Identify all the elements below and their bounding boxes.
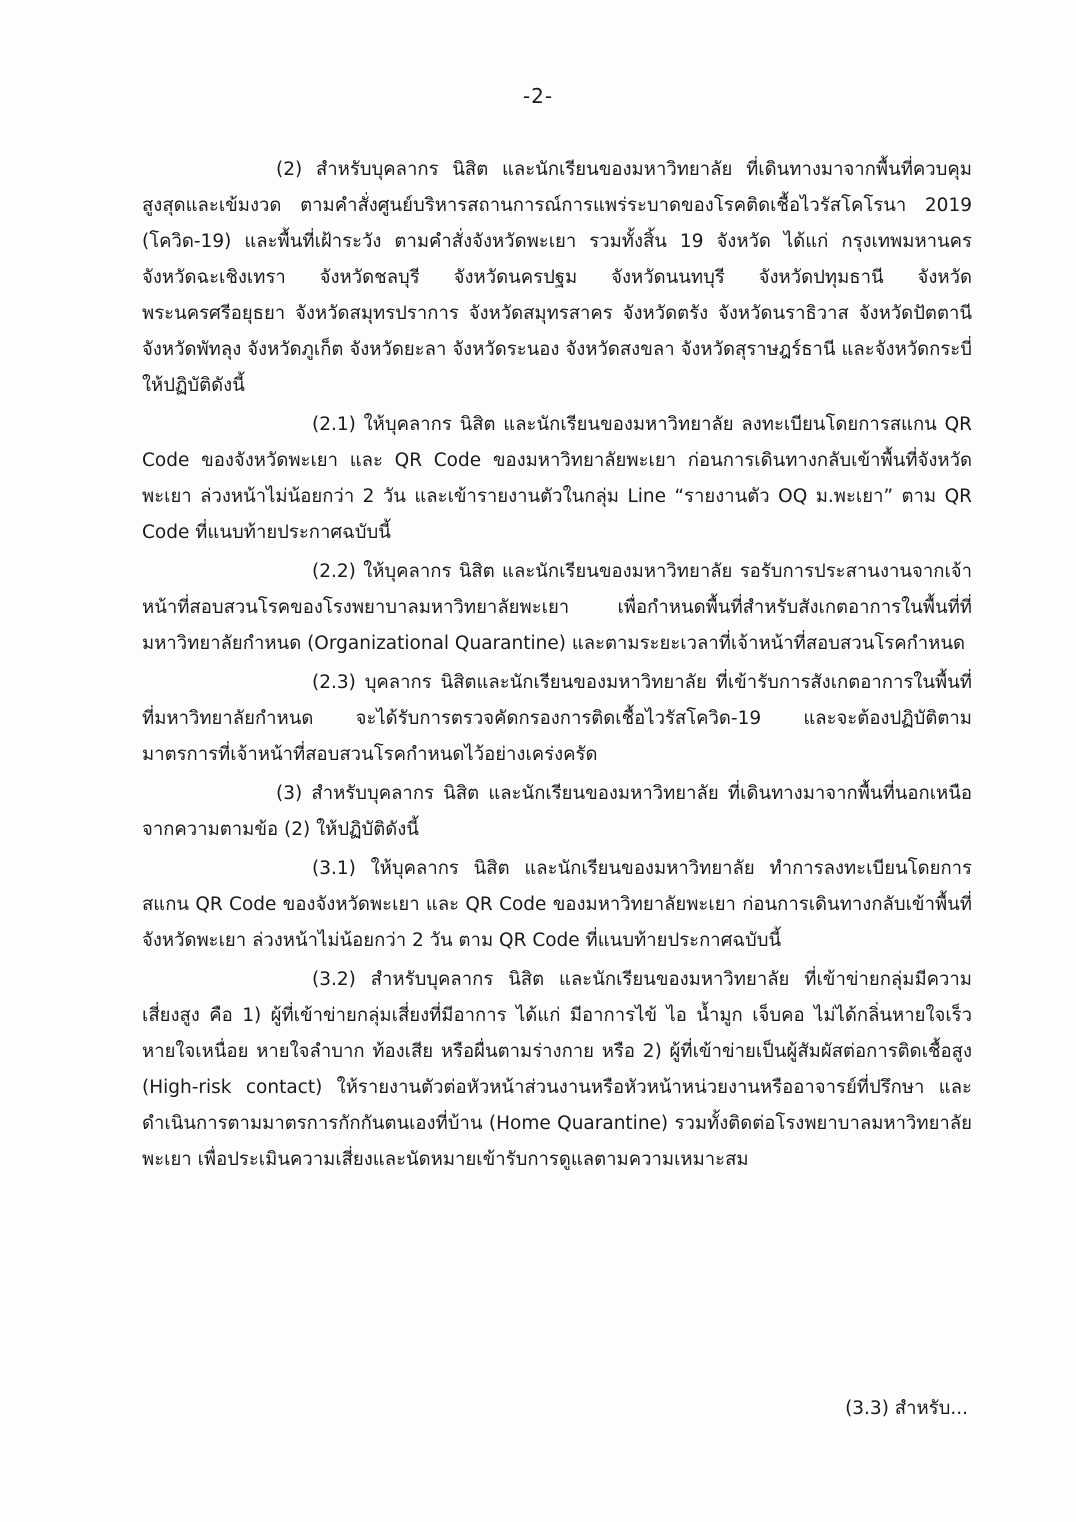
paragraph-3-1: (3.1) ให้บุคลากร นิสิต และนักเรียนของมหาวิทยาลัย ทำการลงทะเบียนโดยการสแกน QR Code ของจังหวัดพะเยา และ QR Code ของมหาวิทยาลัยพะเยา ก่อนการเดินทางกลับเข้าพื้นที่จังหวัดพะเยา ล่วงหน้าไม่น้อยกว่า 2 วัน ตาม QR Code ที่แนบท้ายประกาศฉบับนี้: [142, 858, 972, 951]
paragraph-3-2: (3.2) สำหรับบุคลากร นิสิต และนักเรียนของมหาวิทยาลัย ที่เข้าข่ายกลุ่มมีความเสี่ยงสูง คือ 1) ผู้ที่เข้าข่ายกลุ่มเสี่ยงที่มีอาการ ได้แก่ มีอาการไข้ ไอ น้ำมูก เจ็บคอ ไม่ได้กลิ่นหายใจเร็ว หายใจเหนื่อย หายใจลำบาก ท้องเสีย หรือผื่นตามร่างกาย หรือ 2) ผู้ที่เข้าข่ายเป็นผู้สัมผัสต่อการติดเชื้อสูง (High-risk contact) ให้รายงานตัวต่อหัวหน้าส่วนงานหรือหัวหน้าหน่วยงานหรืออาจารย์ที่ปรึกษา และดำเนินการตามมาตรการกักกันตนเองที่บ้าน (Home Quarantine) รวมทั้งติดต่อโรงพยาบาลมหาวิทยาลัยพะเยา เพื่อประเมินความเสี่ยงและนัดหมายเข้ารับการดูแลตามความเหมาะสม: [142, 969, 972, 1170]
paragraph-2-2: (2.2) ให้บุคลากร นิสิต และนักเรียนของมหาวิทยาลัย รอรับการประสานงานจากเจ้าหน้าที่สอบสวนโรคของโรงพยาบาลมหาวิทยาลัยพะเยา เพื่อกำหนดพื้นที่สำหรับสังเกตอาการในพื้นที่ที่มหาวิทยาลัยกำหนด (Organizational Quarantine) และตามระยะเวลาที่เจ้าหน้าที่สอบสวนโรคกำหนด: [142, 561, 972, 654]
page-number: -2-: [522, 84, 554, 108]
paragraph-2: (2) สำหรับบุคลากร นิสิต และนักเรียนของมหาวิทยาลัย ที่เดินทางมาจากพื้นที่ควบคุมสูงสุดและเข้มงวด ตามคำสั่งศูนย์บริหารสถานการณ์การแพร่ระบาดของโรคติดเชื้อไวรัสโคโรนา 2019 (โควิด-19) และพื้นที่เฝ้าระวัง ตามคำสั่งจังหวัดพะเยา รวมทั้งสิ้น 19 จังหวัด ได้แก่ กรุงเทพมหานคร จังหวัดฉะเชิงเทรา จังหวัดชลบุรี จังหวัดนครปฐม จังหวัดนนทบุรี จังหวัดปทุมธานี จังหวัดพระนครศรีอยุธยา จังหวัดสมุทรปราการ จังหวัดสมุทรสาคร จังหวัดตรัง จังหวัดนราธิวาส จังหวัดปัตตานี จังหวัดพัทลุง จังหวัดภูเก็ต จังหวัดยะลา จังหวัดระนอง จังหวัดสงขลา จังหวัดสุราษฎร์ธานี และจังหวัดกระบี่ ให้ปฏิบัติดังนี้: [142, 159, 972, 396]
continuation-marker: (3.3) สำหรับ...: [845, 1398, 968, 1419]
paragraph-3: (3) สำหรับบุคลากร นิสิต และนักเรียนของมหาวิทยาลัย ที่เดินทางมาจากพื้นที่นอกเหนือจากความตามข้อ (2) ให้ปฏิบัติดังนี้: [142, 783, 972, 840]
document-body: [142, 152, 972, 1178]
paragraph-2-1: (2.1) ให้บุคลากร นิสิต และนักเรียนของมหาวิทยาลัย ลงทะเบียนโดยการสแกน QR Code ของจังหวัดพะเยา และ QR Code ของมหาวิทยาลัยพะเยา ก่อนการเดินทางกลับเข้าพื้นที่จังหวัดพะเยา ล่วงหน้าไม่น้อยกว่า 2 วัน และเข้ารายงานตัวในกลุ่ม Line “รายงานตัว OQ ม.พะเยา” ตาม QR Code ที่แนบท้ายประกาศฉบับนี้: [142, 414, 972, 543]
paragraph-2-3: (2.3) บุคลากร นิสิตและนักเรียนของมหาวิทยาลัย ที่เข้ารับการสังเกตอาการในพื้นที่ที่มหาวิทยาลัยกำหนด จะได้รับการตรวจคัดกรองการติดเชื้อไวรัสโควิด-19 และจะต้องปฏิบัติตามมาตรการที่เจ้าหน้าที่สอบสวนโรคกำหนดไว้อย่างเคร่งครัด: [142, 672, 972, 765]
